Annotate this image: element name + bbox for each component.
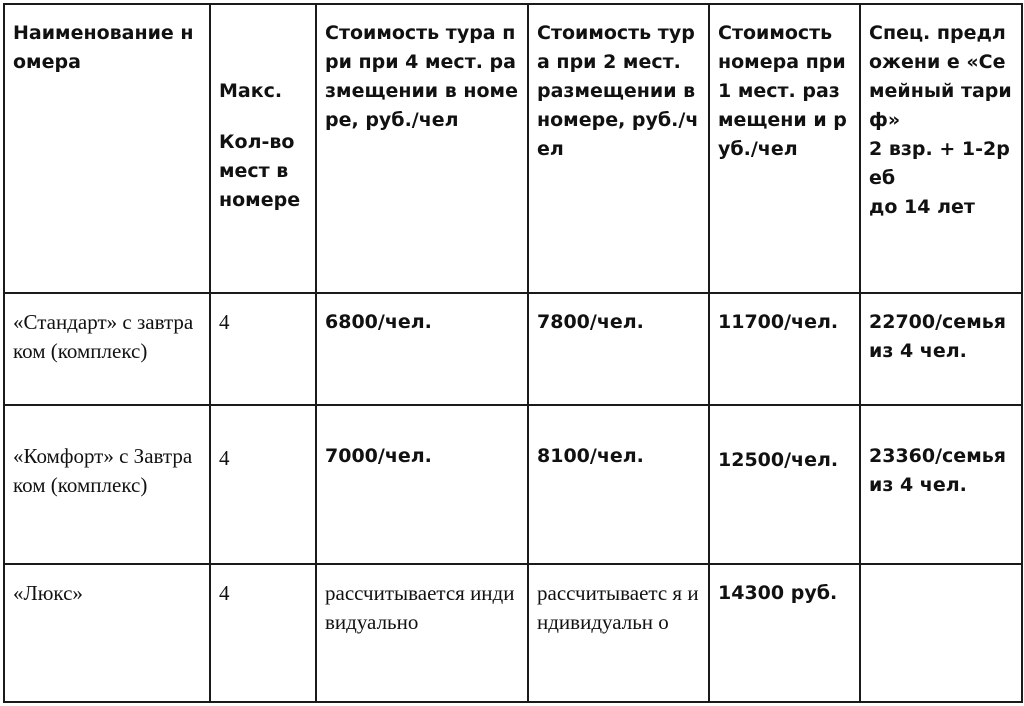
- table-row: [4, 293, 1022, 405]
- header-price-4: [316, 4, 528, 293]
- room-name: «Люкс»: [4, 564, 210, 702]
- header-family-title: Спец. предложени е «Семейный тариф»: [869, 22, 1012, 131]
- header-price-1-text: Стоимость номера при 1 мест. размещени и руб./чел: [718, 22, 847, 160]
- header-family-age: до 14 лет: [869, 196, 975, 218]
- price-4-places: рассчитывается индивидуально: [316, 564, 528, 702]
- header-family-offer: [860, 4, 1022, 293]
- price-4-places: 6800/чел.: [316, 293, 528, 405]
- price-2-places: 8100/чел.: [528, 405, 709, 564]
- table-row: [4, 564, 1022, 702]
- family-price: 23360/семья из 4 чел.: [860, 405, 1022, 564]
- table-row: [4, 405, 1022, 564]
- family-price: 22700/семья из 4 чел.: [860, 293, 1022, 405]
- room-name: «Стандарт» с завтраком (комплекс): [4, 293, 210, 405]
- family-price: [860, 564, 1022, 702]
- header-family-composition: 2 взр. + 1-2реб: [869, 138, 1010, 189]
- header-price-2-text: Стоимость тура при 2 мест. размещении в номере, руб./чел: [537, 22, 699, 160]
- header-places-count: Кол-во мест в номере: [219, 130, 301, 211]
- room-name: «Комфорт» с Завтраком (комплекс): [4, 405, 210, 564]
- price-table: [3, 3, 1023, 703]
- price-1-place: 11700/чел.: [709, 293, 860, 405]
- price-4-places: 7000/чел.: [316, 405, 528, 564]
- header-row: [4, 4, 1022, 293]
- price-1-place: 14300 руб.: [709, 564, 860, 702]
- header-price-2: [528, 4, 709, 293]
- header-max-places: [210, 4, 316, 293]
- header-room-name: [4, 4, 210, 293]
- price-1-place: 12500/чел.: [709, 405, 860, 564]
- header-price-4-text: Стоимость тура при при 4 мест. размещении в номере, руб./чел: [325, 22, 518, 131]
- header-max-label: Макс.: [219, 79, 283, 102]
- max-places: 4: [210, 564, 316, 702]
- max-places: 4: [210, 293, 316, 405]
- price-2-places: 7800/чел.: [528, 293, 709, 405]
- header-room-name-text: Наименование номера: [13, 22, 194, 73]
- max-places: 4: [210, 405, 316, 564]
- header-price-1: [709, 4, 860, 293]
- price-2-places: рассчитываетс я индивидуальн о: [528, 564, 709, 702]
